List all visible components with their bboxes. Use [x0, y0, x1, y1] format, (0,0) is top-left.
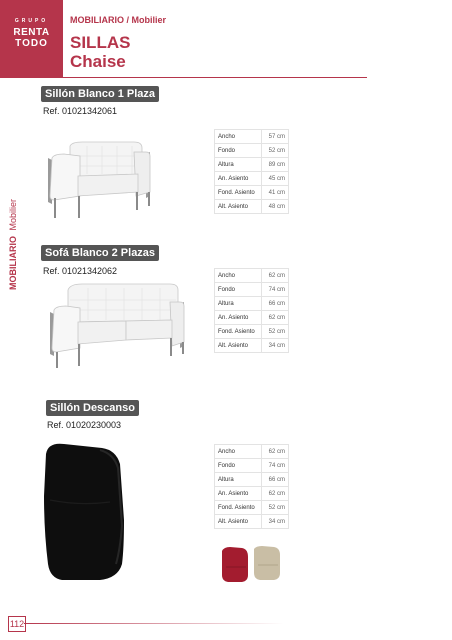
- spec-value: 89 cm: [262, 158, 289, 172]
- spec-key: Fond. Asiento: [215, 325, 262, 339]
- sofa-white-photo: [44, 280, 194, 370]
- spec-key: Fond. Asiento: [215, 186, 262, 200]
- breadcrumb-section: MOBILIARIO: [70, 15, 124, 25]
- spec-key: Fondo: [215, 459, 262, 473]
- spec-key: Ancho: [215, 130, 262, 144]
- spec-key: Alt. Asiento: [215, 200, 262, 214]
- spec-value: 74 cm: [262, 283, 289, 297]
- spec-key: An. Asiento: [215, 172, 262, 186]
- spec-value: 62 cm: [262, 487, 289, 501]
- spec-key: Altura: [215, 297, 262, 311]
- breadcrumb-separator: /: [126, 15, 132, 25]
- logo-grupo-text: GRUPO: [14, 18, 49, 24]
- spec-value: 52 cm: [262, 501, 289, 515]
- spec-value: 74 cm: [262, 459, 289, 473]
- spec-key: Alt. Asiento: [215, 515, 262, 529]
- side-label-sub: Mobilier: [8, 198, 18, 231]
- breadcrumb-sub: Mobilier: [131, 15, 167, 25]
- spec-row: [215, 172, 289, 186]
- spec-value: 66 cm: [262, 473, 289, 487]
- spec-row: [215, 297, 289, 311]
- spec-row: [215, 144, 289, 158]
- page-number: 112: [8, 616, 26, 632]
- product-ref-2: Ref. 01021342062: [43, 266, 118, 276]
- spec-value: 52 cm: [262, 325, 289, 339]
- armchair-white-photo: [42, 140, 160, 222]
- spec-row: [215, 283, 289, 297]
- spec-value: 41 cm: [262, 186, 289, 200]
- spec-value: 62 cm: [262, 269, 289, 283]
- spec-value: 45 cm: [262, 172, 289, 186]
- spec-row: [215, 325, 289, 339]
- spec-value: 52 cm: [262, 144, 289, 158]
- spec-key: Fondo: [215, 283, 262, 297]
- spec-value: 66 cm: [262, 297, 289, 311]
- side-section-label: [8, 199, 18, 290]
- spec-row: [215, 186, 289, 200]
- spec-key: Ancho: [215, 445, 262, 459]
- spec-value: 48 cm: [262, 200, 289, 214]
- product-title-3: Sillón Descanso: [46, 400, 139, 416]
- lounge-chair-black-photo: [40, 440, 130, 585]
- logo-renta-text: RENTA: [13, 27, 50, 38]
- spec-value: 62 cm: [262, 445, 289, 459]
- product-ref-1: Ref. 01021342061: [43, 106, 118, 116]
- logo-todo-text: TODO: [15, 38, 48, 49]
- spec-table-2: [214, 268, 289, 353]
- spec-row: [215, 158, 289, 172]
- side-label-main: MOBILIARIO: [8, 236, 18, 290]
- brand-logo: [0, 0, 63, 78]
- spec-value: 34 cm: [262, 339, 289, 353]
- spec-key: Altura: [215, 158, 262, 172]
- spec-key: An. Asiento: [215, 311, 262, 325]
- spec-row: [215, 515, 289, 529]
- spec-row: [215, 339, 289, 353]
- product-title-2: Sofá Blanco 2 Plazas: [41, 245, 159, 261]
- product-title-1: Sillón Blanco 1 Plaza: [41, 86, 159, 102]
- spec-key: An. Asiento: [215, 487, 262, 501]
- page-title: [70, 33, 130, 71]
- product-ref-3: Ref. 01020230003: [47, 420, 122, 430]
- spec-row: [215, 445, 289, 459]
- breadcrumb: [70, 15, 166, 25]
- spec-value: 57 cm: [262, 130, 289, 144]
- spec-row: [215, 200, 289, 214]
- spec-table-3: [214, 444, 289, 529]
- spec-row: [215, 269, 289, 283]
- spec-key: Ancho: [215, 269, 262, 283]
- spec-value: 62 cm: [262, 311, 289, 325]
- page-title-line2: Chaise: [70, 52, 126, 71]
- spec-row: [215, 311, 289, 325]
- footer-divider: [24, 623, 284, 624]
- spec-row: [215, 130, 289, 144]
- color-variants-photo: [220, 545, 284, 585]
- spec-row: [215, 487, 289, 501]
- spec-row: [215, 473, 289, 487]
- spec-key: Altura: [215, 473, 262, 487]
- spec-key: Alt. Asiento: [215, 339, 262, 353]
- spec-row: [215, 501, 289, 515]
- page-title-line1: SILLAS: [70, 33, 131, 52]
- header-divider: [63, 77, 367, 78]
- spec-key: Fond. Asiento: [215, 501, 262, 515]
- spec-key: Fondo: [215, 144, 262, 158]
- spec-table-1: [214, 129, 289, 214]
- spec-value: 34 cm: [262, 515, 289, 529]
- spec-row: [215, 459, 289, 473]
